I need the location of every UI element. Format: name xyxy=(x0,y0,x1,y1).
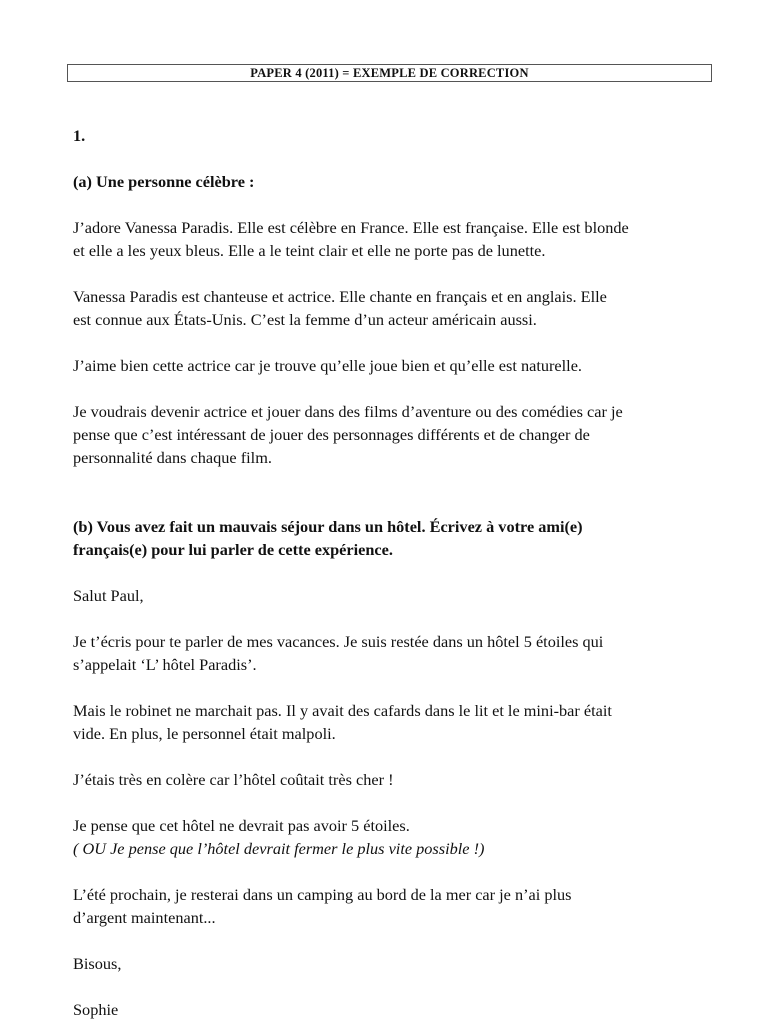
page-header-title: PAPER 4 (2011) = EXEMPLE DE CORRECTION xyxy=(67,64,712,82)
part-a-para4-line2: pense que c’est intéressant de jouer des personnages différents et de changer de xyxy=(73,425,590,444)
letter-signature: Sophie xyxy=(73,1000,119,1019)
part-a-para2-line2: est connue aux États-Unis. C’est la femme d’un acteur américain aussi. xyxy=(73,310,537,329)
section-number: 1. xyxy=(73,126,86,145)
letter-para5-line1: L’été prochain, je resterai dans un camping au bord de la mer car je n’ai plus xyxy=(73,885,572,904)
letter-para5-line2: d’argent maintenant... xyxy=(73,908,216,927)
document-body xyxy=(73,124,713,1021)
letter-closing: Bisous, xyxy=(73,954,122,973)
part-a-para1-line1: J’adore Vanessa Paradis. Elle est célèbre en France. Elle est française. Elle est blonde xyxy=(73,218,629,237)
letter-para4-line1: Je pense que cet hôtel ne devrait pas avoir 5 étoiles. xyxy=(73,816,410,835)
letter-para3-line1: J’étais très en colère car l’hôtel coûtait très cher ! xyxy=(73,770,394,789)
part-a-para3-line1: J’aime bien cette actrice car je trouve qu’elle joue bien et qu’elle est naturelle. xyxy=(73,356,582,375)
letter-para4-alternative: ( OU Je pense que l’hôtel devrait fermer le plus vite possible !) xyxy=(73,839,485,858)
letter-para2-line2: vide. En plus, le personnel était malpoli. xyxy=(73,724,336,743)
letter-para1-line1: Je t’écris pour te parler de mes vacances. Je suis restée dans un hôtel 5 étoiles qui xyxy=(73,632,604,651)
part-a-heading: (a) Une personne célèbre : xyxy=(73,172,255,191)
part-a-para4-line1: Je voudrais devenir actrice et jouer dans des films d’aventure ou des comédies car je xyxy=(73,402,623,421)
part-a-para4-line3: personnalité dans chaque film. xyxy=(73,448,272,467)
letter-para1-line2: s’appelait ‘L’ hôtel Paradis’. xyxy=(73,655,257,674)
part-b-heading-line2: français(e) pour lui parler de cette expérience. xyxy=(73,540,393,559)
part-b-heading-line1: (b) Vous avez fait un mauvais séjour dans un hôtel. Écrivez à votre ami(e) xyxy=(73,517,583,536)
letter-para2-line1: Mais le robinet ne marchait pas. Il y avait des cafards dans le lit et le mini-bar était xyxy=(73,701,612,720)
part-a-para1-line2: et elle a les yeux bleus. Elle a le teint clair et elle ne porte pas de lunette. xyxy=(73,241,546,260)
part-a-para2-line1: Vanessa Paradis est chanteuse et actrice. Elle chante en français et en anglais. Elle xyxy=(73,287,607,306)
letter-greeting: Salut Paul, xyxy=(73,586,144,605)
